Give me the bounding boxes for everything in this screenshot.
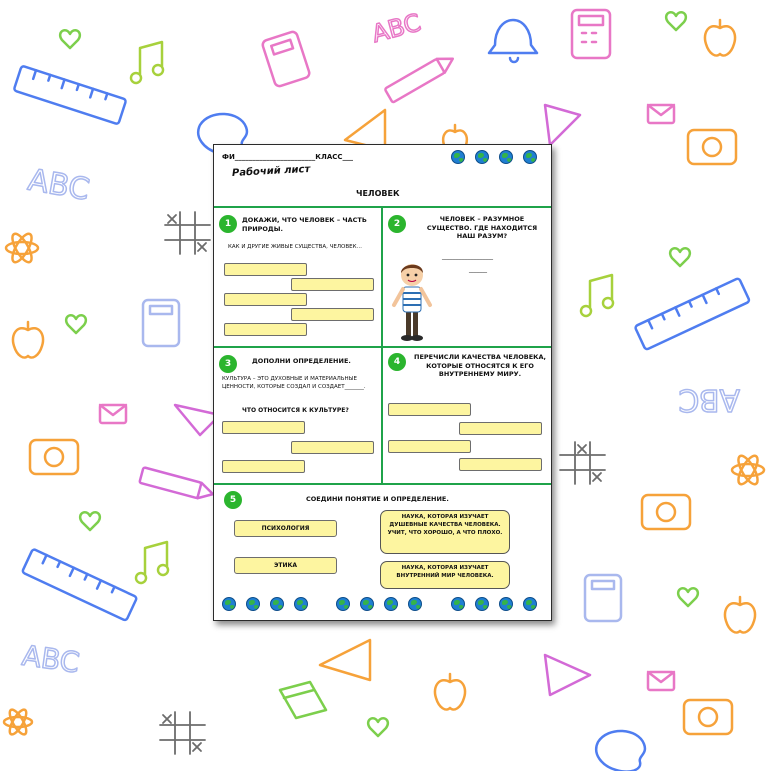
worksheet-title: Рабочий лист	[231, 163, 311, 179]
answer-slot[interactable]	[459, 458, 542, 471]
tic-tac-toe-doodle	[165, 212, 210, 254]
globe-icon	[336, 597, 350, 611]
calculator-doodle	[585, 575, 621, 621]
tic-tac-toe-doodle	[560, 442, 605, 484]
set-square-doodle	[545, 655, 590, 695]
answer-slot[interactable]	[459, 422, 542, 435]
task-5-title: СОЕДИНИ ПОНЯТИЕ И ОПРЕДЕЛЕНИЕ.	[306, 495, 449, 503]
task-number-badge: 4	[388, 353, 406, 371]
abc-doodle: ABC	[20, 638, 82, 680]
ruler-doodle	[22, 549, 137, 621]
atom-doodle	[732, 453, 764, 487]
envelope-doodle	[648, 105, 674, 123]
task-1-body: КАК И ДРУГИЕ ЖИВЫЕ СУЩЕСТВА, ЧЕЛОВЕК…	[228, 244, 363, 250]
globe-icon	[475, 150, 489, 164]
abc-doodle: ABC	[678, 382, 740, 417]
task-2-title: ЧЕЛОВЕК – РАЗУМНОЕ СУЩЕСТВО. ГДЕ НАХОДИТСЯ НАШ РАЗУМ?	[426, 215, 538, 240]
answer-slot[interactable]	[222, 421, 305, 434]
tic-tac-toe-doodle	[160, 712, 205, 754]
abc-doodle: ABC	[368, 8, 424, 49]
globe-icon	[499, 597, 513, 611]
term-box-psychology[interactable]: ПСИХОЛОГИЯ	[234, 520, 337, 537]
globe-icon	[475, 597, 489, 611]
globe-icon	[222, 597, 236, 611]
set-square-doodle	[320, 640, 370, 680]
set-square-doodle	[545, 105, 580, 145]
answer-slot[interactable]	[388, 403, 471, 416]
camera-doodle	[642, 495, 690, 529]
answer-slot[interactable]	[291, 441, 374, 454]
term-box-ethics[interactable]: ЭТИКА	[234, 557, 337, 574]
pencil-doodle	[139, 467, 215, 502]
answer-slot[interactable]	[224, 323, 307, 336]
ruler-doodle	[14, 66, 127, 125]
answer-slot[interactable]	[224, 293, 307, 306]
envelope-doodle	[648, 672, 674, 690]
grid-line	[214, 483, 551, 485]
camera-doodle	[684, 700, 732, 734]
answer-slot[interactable]	[222, 460, 305, 473]
globe-icon	[451, 597, 465, 611]
heart-doodle	[368, 718, 388, 736]
globe-icon	[384, 597, 398, 611]
worksheet	[213, 144, 552, 621]
task-3-question: ЧТО ОТНОСИТСЯ К КУЛЬТУРЕ?	[242, 407, 349, 414]
music-note-doodle	[131, 42, 163, 83]
definition-box[interactable]: НАУКА, КОТОРАЯ ИЗУЧАЕТ ВНУТРЕННИЙ МИР ЧЕЛОВЕКА.	[380, 561, 510, 589]
globe-icon	[246, 597, 260, 611]
atom-doodle	[6, 231, 38, 265]
name-class-line: ФИ_______________________КЛАСС___	[222, 153, 354, 161]
answer-slot[interactable]	[224, 263, 307, 276]
camera-doodle	[30, 440, 78, 474]
envelope-doodle	[100, 405, 126, 423]
apple-doodle	[705, 20, 735, 56]
task-3-title: ДОПОЛНИ ОПРЕДЕЛЕНИЕ.	[252, 357, 351, 365]
globe-icon	[294, 597, 308, 611]
bell-doodle	[489, 20, 537, 62]
apple-doodle	[725, 597, 755, 633]
globe-icon	[360, 597, 374, 611]
music-note-doodle	[581, 275, 613, 316]
apple-doodle	[435, 674, 465, 710]
palette-doodle	[596, 731, 645, 771]
task-number-badge: 3	[219, 355, 237, 373]
apple-doodle	[13, 322, 43, 358]
heart-doodle	[666, 12, 686, 30]
task-4-title: ПЕРЕЧИСЛИ КАЧЕСТВА ЧЕЛОВЕКА, КОТОРЫЕ ОТНОСЯТСЯ К ЕГО ВНУТРЕННЕМУ МИРУ.	[414, 353, 546, 378]
answer-slot[interactable]	[388, 440, 471, 453]
globe-icon	[270, 597, 284, 611]
calculator-doodle	[261, 31, 310, 88]
heart-doodle	[670, 248, 690, 266]
task-2-answer-line[interactable]: _________________	[442, 253, 493, 260]
heart-doodle	[80, 512, 100, 530]
answer-slot[interactable]	[291, 308, 374, 321]
globe-icon	[451, 150, 465, 164]
globe-icon	[523, 150, 537, 164]
answer-slot[interactable]	[291, 278, 374, 291]
task-number-badge: 5	[224, 491, 242, 509]
globe-icon	[408, 597, 422, 611]
music-note-doodle	[136, 542, 168, 583]
pencil-doodle	[385, 52, 457, 103]
task-2-answer-line[interactable]: ______	[469, 266, 487, 273]
heart-doodle	[66, 315, 86, 333]
topic-title: ЧЕЛОВЕК	[356, 189, 400, 198]
calculator-doodle	[143, 300, 179, 346]
boy-illustration	[386, 255, 436, 343]
grid-line	[381, 206, 383, 483]
task-3-body: КУЛЬТУРА – ЭТО ДУХОВНЫЕ И МАТЕРИАЛЬНЫЕ ЦЕННОСТИ, КОТОРЫЕ СОЗДАЛ И СОЗДАЕТ_______.	[222, 376, 366, 390]
task-1-title: ДОКАЖИ, ЧТО ЧЕЛОВЕК – ЧАСТЬ ПРИРОДЫ.	[242, 216, 367, 233]
task-number-badge: 1	[219, 215, 237, 233]
globe-icon	[523, 597, 537, 611]
globe-icon	[499, 150, 513, 164]
abc-doodle: ABC	[25, 162, 93, 208]
atom-doodle	[4, 707, 32, 736]
camera-doodle	[688, 130, 736, 164]
calculator-doodle	[572, 10, 610, 58]
heart-doodle	[678, 588, 698, 606]
book-doodle	[280, 682, 326, 718]
task-number-badge: 2	[388, 215, 406, 233]
heart-doodle	[60, 30, 80, 48]
ruler-doodle	[635, 278, 750, 350]
definition-box[interactable]: НАУКА, КОТОРАЯ ИЗУЧАЕТ ДУШЕВНЫЕ КАЧЕСТВА ЧЕЛОВЕКА. УЧИТ, ЧТО ХОРОШО, А ЧТО ПЛОХО.	[380, 510, 510, 554]
